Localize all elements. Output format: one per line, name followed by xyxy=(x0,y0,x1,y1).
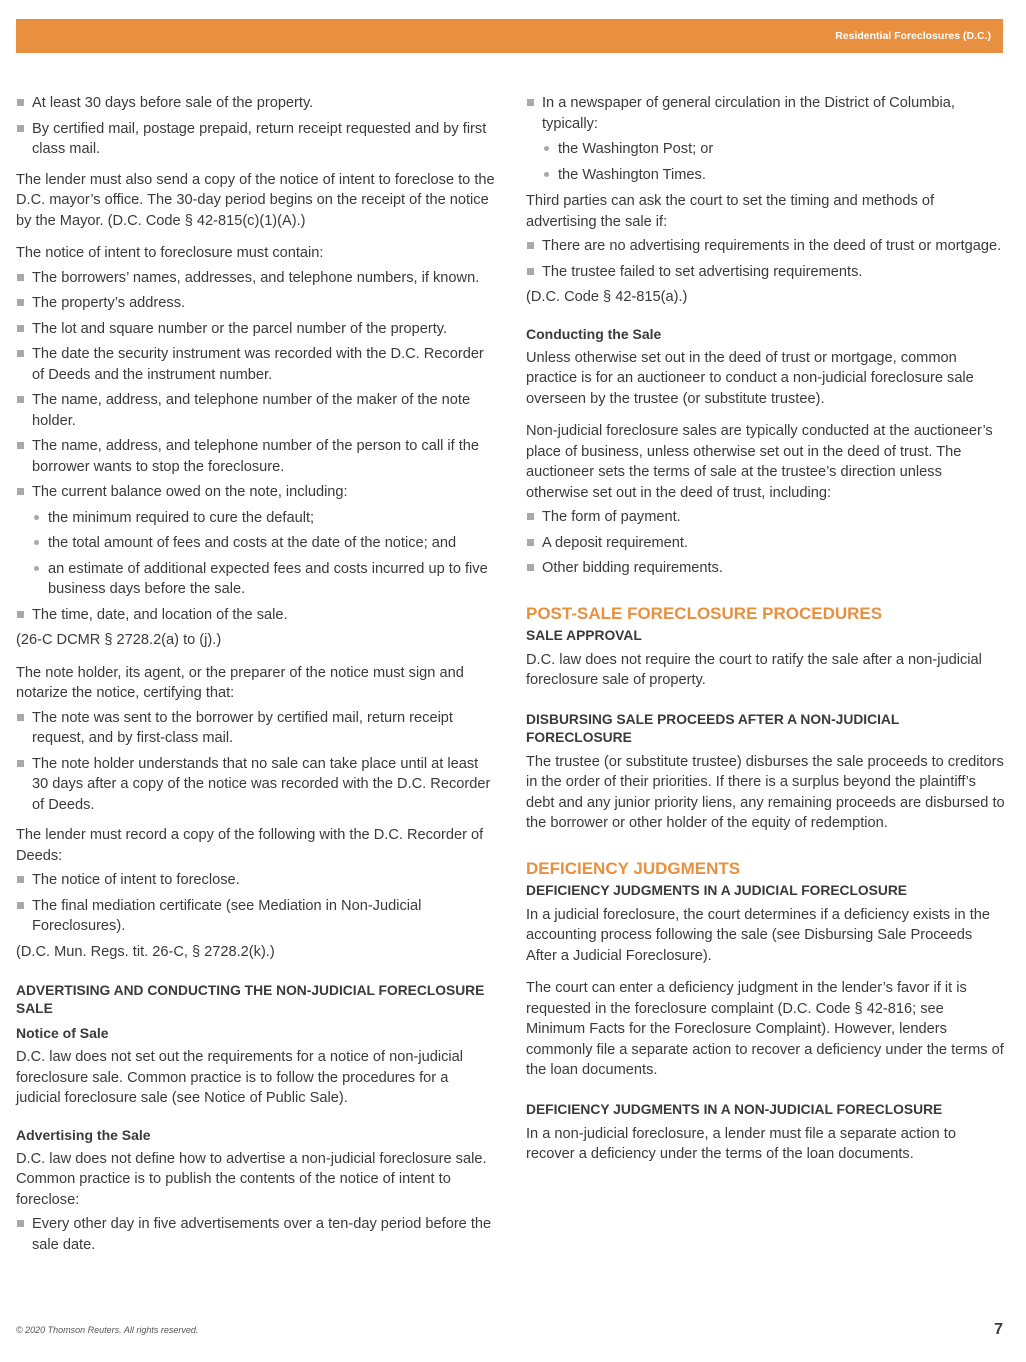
paragraph: The notice of intent to foreclosure must contain: xyxy=(16,245,324,261)
list-item: The borrowers’ names, addresses, and telephone numbers, if known. xyxy=(16,268,496,289)
page-number: 7 xyxy=(994,1321,1003,1338)
certification-list xyxy=(16,708,496,816)
copyright-notice: © 2020 Thomson Reuters. All rights reserved. xyxy=(16,1325,199,1335)
list-item: The trustee failed to set advertising requirements. xyxy=(526,262,1006,283)
advertising-list xyxy=(16,1214,496,1255)
citation: (D.C. Code § 42-815(a).) xyxy=(526,289,688,305)
section-heading: DISBURSING SALE PROCEEDS AFTER A NON-JUDICIAL FORECLOSURE xyxy=(526,711,900,745)
paragraph: D.C. law does not require the court to ratify the sale after a non-judicial foreclosure sale of property. xyxy=(526,651,982,688)
paragraph: Third parties can ask the court to set the timing and methods of advertising the sale if: xyxy=(526,193,935,230)
paragraph: The lender must also send a copy of the notice of intent to foreclose to the D.C. mayor’s office. The 30-day period begins on the receipt of the notice by the Mayor. (D.C. Code § 42-815(c)(1)(A).) xyxy=(16,171,495,229)
paragraph: D.C. law does not set out the requirements for a notice of non-judicial foreclosure sale. Common practice is to follow the procedures for a judicial foreclosure sale (see Notice of Public Sale). xyxy=(16,1049,463,1106)
sub-list-item: an estimate of additional expected fees and costs incurred up to five business days before the sale. xyxy=(16,559,496,600)
section-heading: DEFICIENCY JUDGMENTS IN A NON-JUDICIAL FORECLOSURE xyxy=(526,1101,943,1117)
paragraph: In a judicial foreclosure, the court determines if a deficiency exists in the accounting process following the sale (see Disbursing Sale Proceeds After a Judicial Foreclosure). xyxy=(526,906,990,964)
third-party-list xyxy=(526,236,1006,282)
notice-delivery-list xyxy=(16,93,496,160)
list-item: Other bidding requirements. xyxy=(526,558,1006,579)
left-column xyxy=(16,93,496,1265)
list-item: The form of payment. xyxy=(526,507,1006,528)
notice-contents-list xyxy=(16,268,496,626)
recording-list xyxy=(16,870,496,937)
citation: (26-C DCMR § 2728.2(a) to (j).) xyxy=(16,632,222,648)
sale-terms-list xyxy=(526,507,1006,579)
section-heading: SALE APPROVAL xyxy=(526,627,642,643)
paragraph: The lender must record a copy of the following with the D.C. Recorder of Deeds: xyxy=(16,827,484,864)
sub-list-item: the total amount of fees and costs at the date of the notice; and xyxy=(16,533,496,554)
section-heading: ADVERTISING AND CONDUCTING THE NON-JUDICIAL FORECLOSURE SALE xyxy=(16,983,485,1016)
list-item: A deposit requirement. xyxy=(526,533,1006,554)
running-header-title: Residential Foreclosures (D.C.) xyxy=(835,30,991,42)
sub-list-item: the Washington Post; or xyxy=(526,139,1006,160)
subheading: Advertising the Sale xyxy=(16,1126,151,1143)
paragraph: The trustee (or substitute trustee) disburses the sale proceeds to creditors in the order of their priorities. If there is a surplus beyond the plaintiff’s debt and any junior priority liens, any remaining proceeds are disbursed to the borrower or other holder of the equity of redemption. xyxy=(526,753,1005,831)
paragraph: In a non-judicial foreclosure, a lender must file a separate action to recover a deficiency under the terms of the loan documents. xyxy=(526,1125,956,1162)
paragraph: Non-judicial foreclosure sales are typically conducted at the auctioneer’s place of business, unless otherwise set out in the deed of trust. The auctioneer sets the terms of sale at the trustee’s direction unless otherwise set out in the deed of trust, including: xyxy=(526,423,993,501)
section-heading: DEFICIENCY JUDGMENTS IN A JUDICIAL FORECLOSURE xyxy=(526,882,907,898)
citation: (D.C. Mun. Regs. tit. 26-C, § 2728.2(k).) xyxy=(16,943,275,960)
paragraph: D.C. law does not define how to advertise a non-judicial foreclosure sale. Common practice is to publish the contents of the notice of intent to foreclose: xyxy=(16,1150,487,1208)
section-title: DEFICIENCY JUDGMENTS xyxy=(526,858,741,878)
sub-list-item: the minimum required to cure the default; xyxy=(16,508,496,529)
list-item: The date the security instrument was recorded with the D.C. Recorder of Deeds and the instrument number. xyxy=(16,344,496,385)
list-item: The property’s address. xyxy=(16,293,496,314)
list-item: The time, date, and location of the sale. xyxy=(16,605,496,626)
subheading: Notice of Sale xyxy=(16,1025,109,1041)
list-item: The note was sent to the borrower by certified mail, return receipt request, and by first-class mail. xyxy=(16,708,496,749)
sub-list-item: the Washington Times. xyxy=(526,165,1006,186)
subheading: Conducting the Sale xyxy=(526,325,662,342)
list-item: The name, address, and telephone number of the maker of the note holder. xyxy=(16,390,496,431)
list-item: The name, address, and telephone number of the person to call if the borrower wants to stop the foreclosure. xyxy=(16,436,496,477)
list-item: The final mediation certificate (see Mediation in Non-Judicial Foreclosures). xyxy=(16,896,496,937)
paragraph: The note holder, its agent, or the preparer of the notice must sign and notarize the notice, certifying that: xyxy=(16,664,464,701)
list-item: The current balance owed on the note, including: xyxy=(16,482,496,503)
list-item: At least 30 days before sale of the property. xyxy=(16,93,496,114)
list-item: By certified mail, postage prepaid, return receipt requested and by first class mail. xyxy=(16,119,496,160)
list-item: The lot and square number or the parcel number of the property. xyxy=(16,319,496,340)
right-column xyxy=(526,93,1006,1177)
header-bar xyxy=(16,19,1003,53)
paragraph: The court can enter a deficiency judgment in the lender’s favor if it is requested in the foreclosure complaint (D.C. Code § 42-816; see Minimum Facts for the Foreclosure Complaint). However, lenders commonly file a separate action to recover a deficiency under the terms of the loan documents. xyxy=(526,980,1004,1078)
list-item: There are no advertising requirements in the deed of trust or mortgage. xyxy=(526,236,1006,257)
section-title: POST-SALE FORECLOSURE PROCEDURES xyxy=(526,603,883,623)
list-item: Every other day in five advertisements over a ten-day period before the sale date. xyxy=(16,1214,496,1255)
list-item: The notice of intent to foreclose. xyxy=(16,870,496,891)
list-item: In a newspaper of general circulation in the District of Columbia, typically: xyxy=(526,93,1006,134)
paragraph: Unless otherwise set out in the deed of trust or mortgage, common practice is for an auctioneer to conduct a non-judicial foreclosure sale overseen by the trustee (or substitute trustee). xyxy=(526,349,974,407)
list-item: The note holder understands that no sale can take place until at least 30 days after a copy of the notice was recorded with the D.C. Recorder of Deeds. xyxy=(16,754,496,816)
newspaper-list xyxy=(526,93,1006,185)
